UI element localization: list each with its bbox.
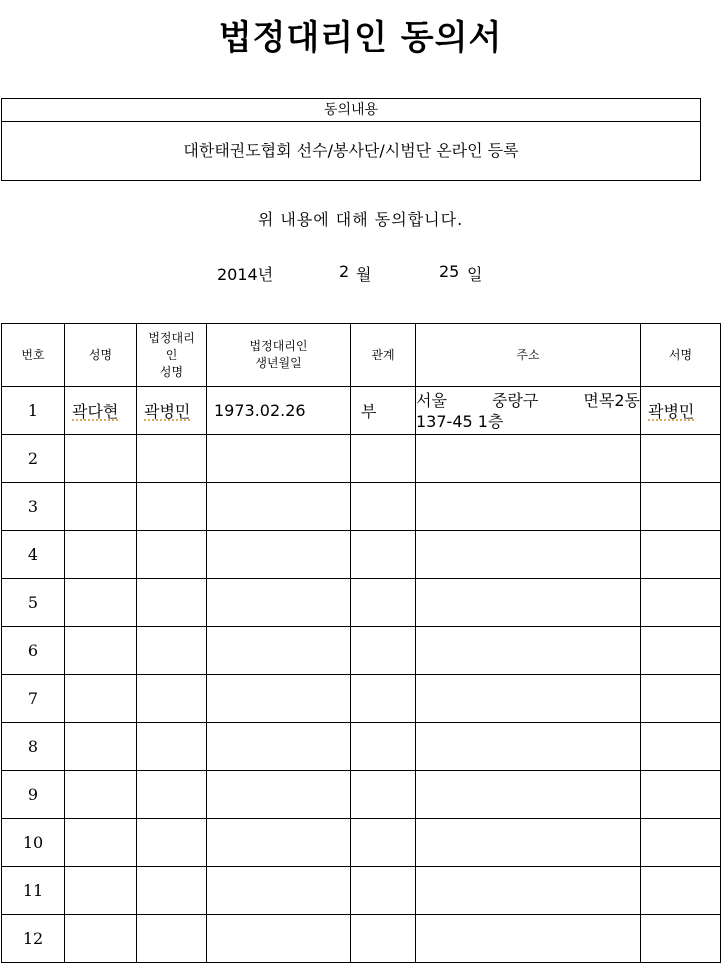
header-guardian-name-line1: 법정대리 [148, 330, 195, 345]
row-signature [641, 867, 721, 915]
row-address [416, 915, 641, 963]
row-no: 10 [2, 819, 65, 867]
table-row [2, 483, 721, 531]
row-guardian [137, 771, 207, 819]
address-dong: 면목2동 [583, 390, 640, 410]
row-name [65, 435, 137, 483]
row-birth [207, 483, 351, 531]
row-no: 3 [2, 483, 65, 531]
header-signature: 서명 [641, 324, 721, 387]
row-address [416, 387, 641, 435]
row-address [416, 531, 641, 579]
row-relation [351, 771, 416, 819]
header-guardian-name [137, 324, 207, 387]
agreement-text: 위 내용에 대해 동의합니다. [257, 210, 464, 229]
row-relation [351, 915, 416, 963]
row-guardian [137, 483, 207, 531]
row-guardian [137, 819, 207, 867]
row-signature-text: 곽병민 [648, 402, 695, 421]
row-name [65, 483, 137, 531]
row-name [65, 915, 137, 963]
row-address [416, 627, 641, 675]
table-row [2, 579, 721, 627]
row-signature [641, 771, 721, 819]
row-birth [207, 579, 351, 627]
row-name [65, 627, 137, 675]
row-guardian [137, 387, 207, 435]
header-guardian-birth [207, 324, 351, 387]
table-row [2, 675, 721, 723]
row-no: 2 [2, 435, 65, 483]
table-header-row [2, 324, 721, 387]
table-row [2, 915, 721, 963]
date-day-unit: 일 [467, 265, 483, 284]
date-year: 2014년 [217, 265, 274, 284]
row-signature [641, 387, 721, 435]
header-address: 주소 [416, 324, 641, 387]
row-relation [351, 675, 416, 723]
row-signature [641, 483, 721, 531]
row-address [416, 675, 641, 723]
header-relation: 관계 [351, 324, 416, 387]
row-guardian [137, 675, 207, 723]
row-birth [207, 675, 351, 723]
table-row [2, 531, 721, 579]
row-name [65, 723, 137, 771]
row-address [416, 723, 641, 771]
row-name [65, 867, 137, 915]
row-relation: 부 [351, 387, 416, 435]
table-row [2, 723, 721, 771]
row-relation [351, 723, 416, 771]
table-row [2, 771, 721, 819]
row-relation [351, 483, 416, 531]
row-relation [351, 627, 416, 675]
address-district: 중랑구 [491, 390, 539, 410]
row-signature [641, 435, 721, 483]
row-name [65, 675, 137, 723]
date-month: 2 [339, 262, 350, 281]
header-guardian-birth-line1: 법정대리인 [249, 339, 308, 353]
row-birth: 1973.02.26 [207, 387, 351, 435]
table-row [2, 627, 721, 675]
row-guardian [137, 627, 207, 675]
row-no: 6 [2, 627, 65, 675]
row-birth [207, 915, 351, 963]
row-relation [351, 531, 416, 579]
row-relation [351, 867, 416, 915]
consent-body: 대한태권도협회 선수/봉사단/시범단 온라인 등록 [183, 141, 519, 160]
table-row [2, 819, 721, 867]
row-guardian [137, 435, 207, 483]
row-birth [207, 819, 351, 867]
row-no: 5 [2, 579, 65, 627]
table-row [2, 387, 721, 435]
header-guardian-name-line3: 성명 [159, 364, 184, 379]
row-name [65, 579, 137, 627]
row-address [416, 579, 641, 627]
consent-box [1, 98, 701, 181]
row-no: 12 [2, 915, 65, 963]
address-city: 서울 [416, 390, 447, 410]
row-relation [351, 579, 416, 627]
document-title: 법정대리인 동의서 [218, 18, 503, 58]
row-signature [641, 819, 721, 867]
row-signature [641, 723, 721, 771]
row-signature [641, 675, 721, 723]
row-no: 11 [2, 867, 65, 915]
row-signature [641, 531, 721, 579]
row-birth [207, 771, 351, 819]
row-no: 7 [2, 675, 65, 723]
row-birth [207, 627, 351, 675]
row-address [416, 819, 641, 867]
row-signature [641, 915, 721, 963]
row-name [65, 531, 137, 579]
row-relation [351, 435, 416, 483]
row-guardian [137, 723, 207, 771]
date-day: 25 [439, 262, 460, 281]
row-relation [351, 819, 416, 867]
consent-table [1, 323, 721, 963]
row-guardian [137, 579, 207, 627]
row-signature [641, 579, 721, 627]
header-name: 성명 [65, 324, 137, 387]
row-no: 4 [2, 531, 65, 579]
row-guardian [137, 915, 207, 963]
date-month-unit: 월 [356, 265, 372, 284]
table-row [2, 867, 721, 915]
row-no: 1 [2, 387, 65, 435]
row-birth [207, 723, 351, 771]
row-no: 9 [2, 771, 65, 819]
row-address [416, 771, 641, 819]
row-name [65, 819, 137, 867]
row-birth [207, 867, 351, 915]
row-name [65, 387, 137, 435]
row-guardian-text: 곽병민 [144, 402, 191, 421]
row-name-text: 곽다현 [72, 402, 119, 421]
row-address-line1 [416, 390, 640, 411]
row-address [416, 435, 641, 483]
header-guardian-name-line2: 인 [165, 347, 178, 362]
row-guardian [137, 531, 207, 579]
header-no: 번호 [2, 324, 65, 387]
row-address-line2: 137-45 1층 [416, 411, 504, 431]
row-name [65, 771, 137, 819]
table-row [2, 435, 721, 483]
row-birth [207, 435, 351, 483]
row-address [416, 867, 641, 915]
header-guardian-birth-line2: 생년월일 [255, 356, 302, 370]
row-no: 8 [2, 723, 65, 771]
row-guardian [137, 867, 207, 915]
row-birth [207, 531, 351, 579]
row-address [416, 483, 641, 531]
consent-header: 동의내용 [2, 99, 700, 122]
row-signature [641, 627, 721, 675]
